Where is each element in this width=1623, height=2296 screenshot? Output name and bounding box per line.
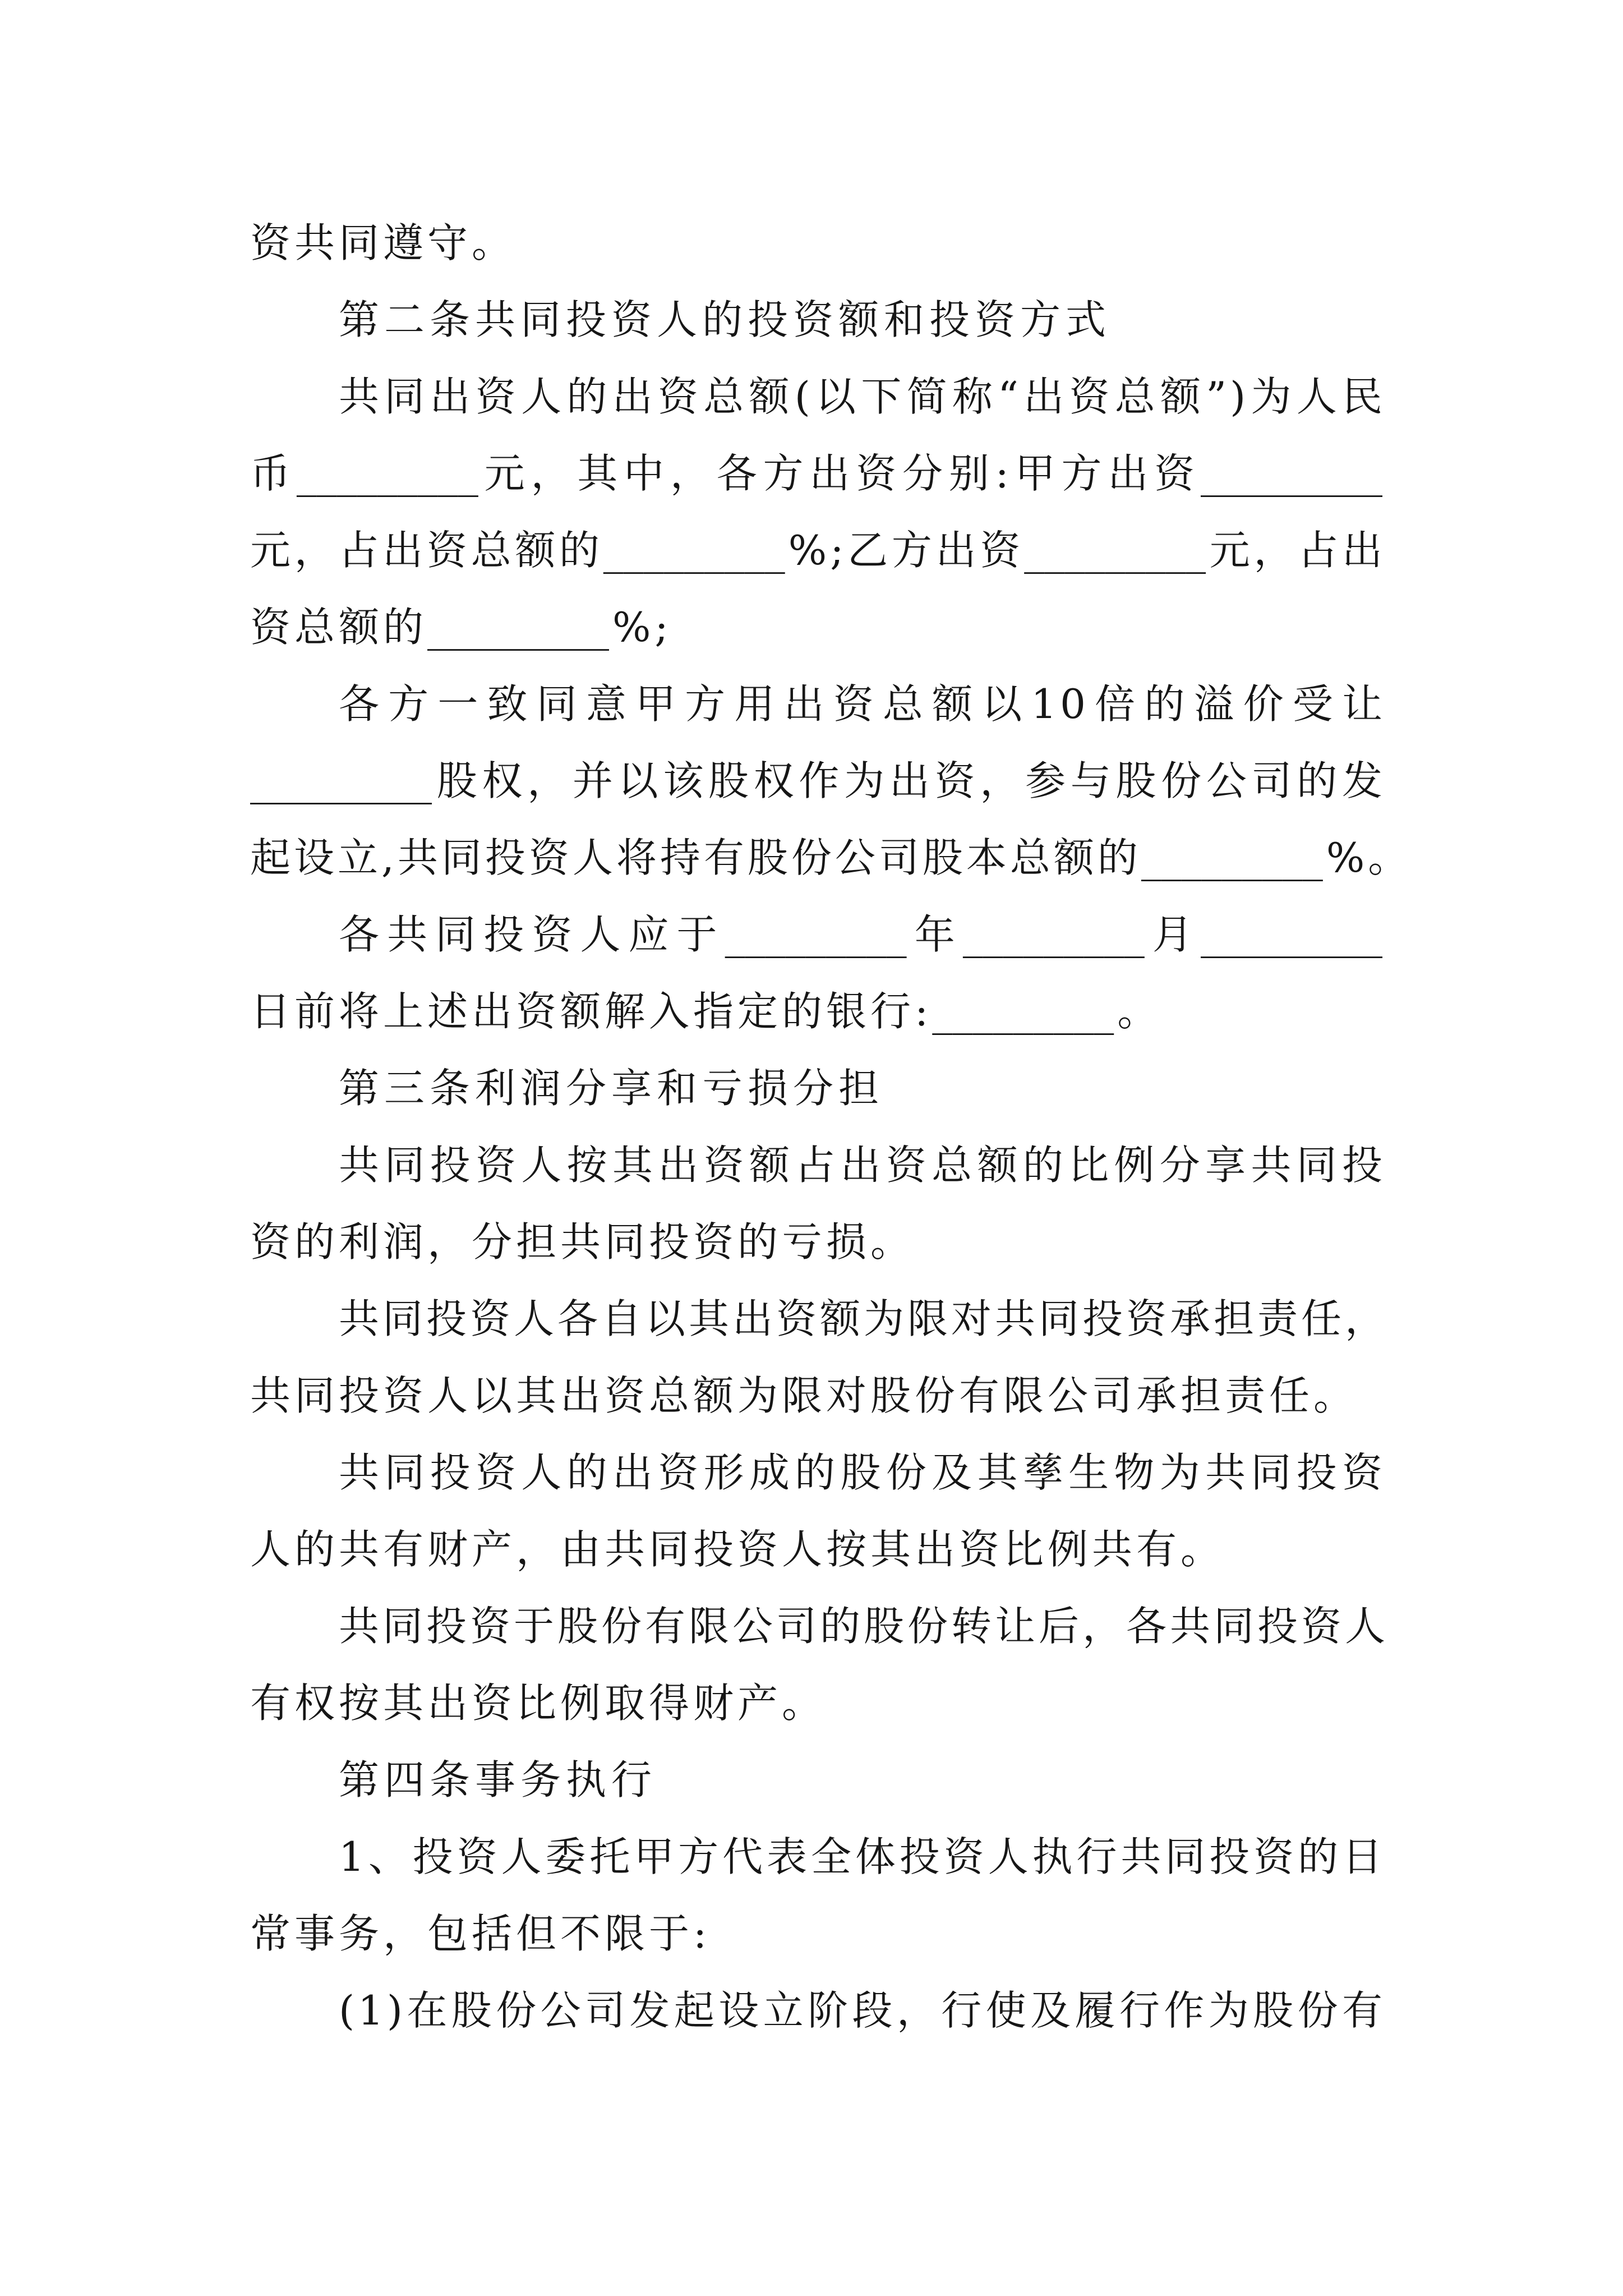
text-line bbox=[250, 666, 1386, 743]
text-line bbox=[250, 1895, 1386, 1972]
paragraph bbox=[250, 205, 1386, 282]
heading-line bbox=[250, 1742, 1386, 1819]
text-line bbox=[250, 1665, 1386, 1742]
text-line bbox=[250, 743, 1386, 820]
paragraph bbox=[250, 1819, 1386, 1972]
fill-in-blank: _________ bbox=[296, 450, 478, 497]
text-segment: 资共同遵守。 bbox=[250, 219, 517, 266]
text-segment: 股权，并以该股权作为出资，参与股份公司的发 bbox=[435, 757, 1386, 804]
text-line bbox=[250, 1588, 1389, 1665]
text-segment: 各共同投资人应于 bbox=[339, 911, 725, 958]
text-line bbox=[250, 435, 1386, 512]
text-segment: 共同投资于股份有限公司的股份转让后，各共同投资人 bbox=[339, 1603, 1389, 1650]
text-segment: 1、投资人委托甲方代表全体投资人执行共同投资的日 bbox=[339, 1833, 1386, 1880]
text-segment: 日前将上述出资额解入指定的银行: bbox=[250, 988, 933, 1035]
fill-in-blank: _________ bbox=[603, 527, 785, 574]
text-segment: 元，其中，各方出资分别:甲方出资 bbox=[481, 450, 1201, 497]
fill-in-blank: _________ bbox=[250, 757, 432, 804]
paragraph bbox=[250, 896, 1386, 1050]
text-segment: 共同出资人的出资总额(以下简称“出资总额”)为人民 bbox=[339, 373, 1386, 420]
text-line bbox=[250, 896, 1386, 973]
text-segment: 资的利润，分担共同投资的亏损。 bbox=[250, 1218, 915, 1266]
text-segment: 资总额的 bbox=[250, 604, 428, 651]
fill-in-blank: _________ bbox=[1141, 834, 1323, 881]
text-line bbox=[250, 589, 1386, 666]
text-line bbox=[250, 1511, 1386, 1588]
section-heading bbox=[250, 282, 1386, 358]
paragraph bbox=[250, 666, 1412, 896]
text-line bbox=[250, 1819, 1386, 1895]
fill-in-blank: _________ bbox=[962, 911, 1145, 958]
text-segment: 共同投资人以其出资总额为限对股份有限公司承担责任。 bbox=[250, 1372, 1358, 1419]
text-segment: %。 bbox=[1326, 834, 1412, 881]
text-segment: 月 bbox=[1147, 911, 1201, 958]
text-line bbox=[250, 1127, 1386, 1204]
section-heading bbox=[250, 1742, 1386, 1819]
text-line bbox=[250, 358, 1386, 435]
text-segment: 起设立,共同投资人将持有股份公司股本总额的 bbox=[250, 834, 1141, 881]
paragraph bbox=[250, 1972, 1386, 2049]
fill-in-blank: _________ bbox=[1200, 911, 1382, 958]
text-segment: 各方一致同意甲方用出资总额以10倍的溢价受让 bbox=[339, 680, 1386, 728]
heading-text: 第三条利润分享和亏损分担 bbox=[339, 1065, 884, 1112]
text-segment: %;乙方出资 bbox=[788, 527, 1025, 574]
paragraph bbox=[250, 1588, 1389, 1742]
text-segment: 人的共有财产，由共同投资人按其出资比例共有。 bbox=[250, 1526, 1225, 1573]
text-line bbox=[250, 1281, 1389, 1358]
heading-line bbox=[250, 282, 1386, 358]
fill-in-blank: _________ bbox=[1024, 527, 1206, 574]
text-segment: 年 bbox=[910, 911, 963, 958]
fill-in-blank: _________ bbox=[725, 911, 907, 958]
section-heading bbox=[250, 1050, 1386, 1127]
text-line bbox=[250, 205, 1386, 282]
fill-in-blank: _________ bbox=[932, 988, 1114, 1035]
text-segment: (1)在股份公司发起设立阶段，行使及履行作为股份有 bbox=[339, 1987, 1386, 2034]
text-line bbox=[250, 1358, 1386, 1434]
text-line bbox=[250, 1972, 1386, 2049]
text-segment: 共同投资人各自以其出资额为限对共同投资承担责任， bbox=[339, 1295, 1389, 1342]
paragraph bbox=[250, 358, 1386, 666]
text-line bbox=[250, 1434, 1386, 1511]
text-segment: 有权按其出资比例取得财产。 bbox=[250, 1680, 827, 1727]
text-line bbox=[250, 1204, 1386, 1281]
text-segment: 。 bbox=[1117, 988, 1162, 1035]
text-segment: 币 bbox=[250, 450, 297, 497]
paragraph bbox=[250, 1281, 1389, 1434]
fill-in-blank: _________ bbox=[427, 604, 610, 651]
text-segment: %; bbox=[612, 604, 672, 651]
paragraph bbox=[250, 1127, 1386, 1281]
heading-text: 第二条共同投资人的投资额和投资方式 bbox=[339, 296, 1112, 343]
text-segment: 元，占出资总额的 bbox=[250, 527, 603, 574]
text-segment: 共同投资人的出资形成的股份及其孳生物为共同投资 bbox=[339, 1449, 1386, 1496]
paragraph bbox=[250, 1434, 1386, 1588]
fill-in-blank: _________ bbox=[1201, 450, 1382, 497]
heading-text: 第四条事务执行 bbox=[339, 1756, 657, 1803]
text-line bbox=[250, 973, 1386, 1050]
heading-line bbox=[250, 1050, 1386, 1127]
text-line bbox=[250, 512, 1386, 589]
document-body bbox=[250, 205, 1412, 2049]
text-segment: 元，占出 bbox=[1209, 527, 1386, 574]
text-segment: 常事务，包括但不限于: bbox=[250, 1910, 711, 1957]
text-line bbox=[250, 820, 1412, 896]
text-segment: 共同投资人按其出资额占出资总额的比例分享共同投 bbox=[339, 1142, 1386, 1189]
